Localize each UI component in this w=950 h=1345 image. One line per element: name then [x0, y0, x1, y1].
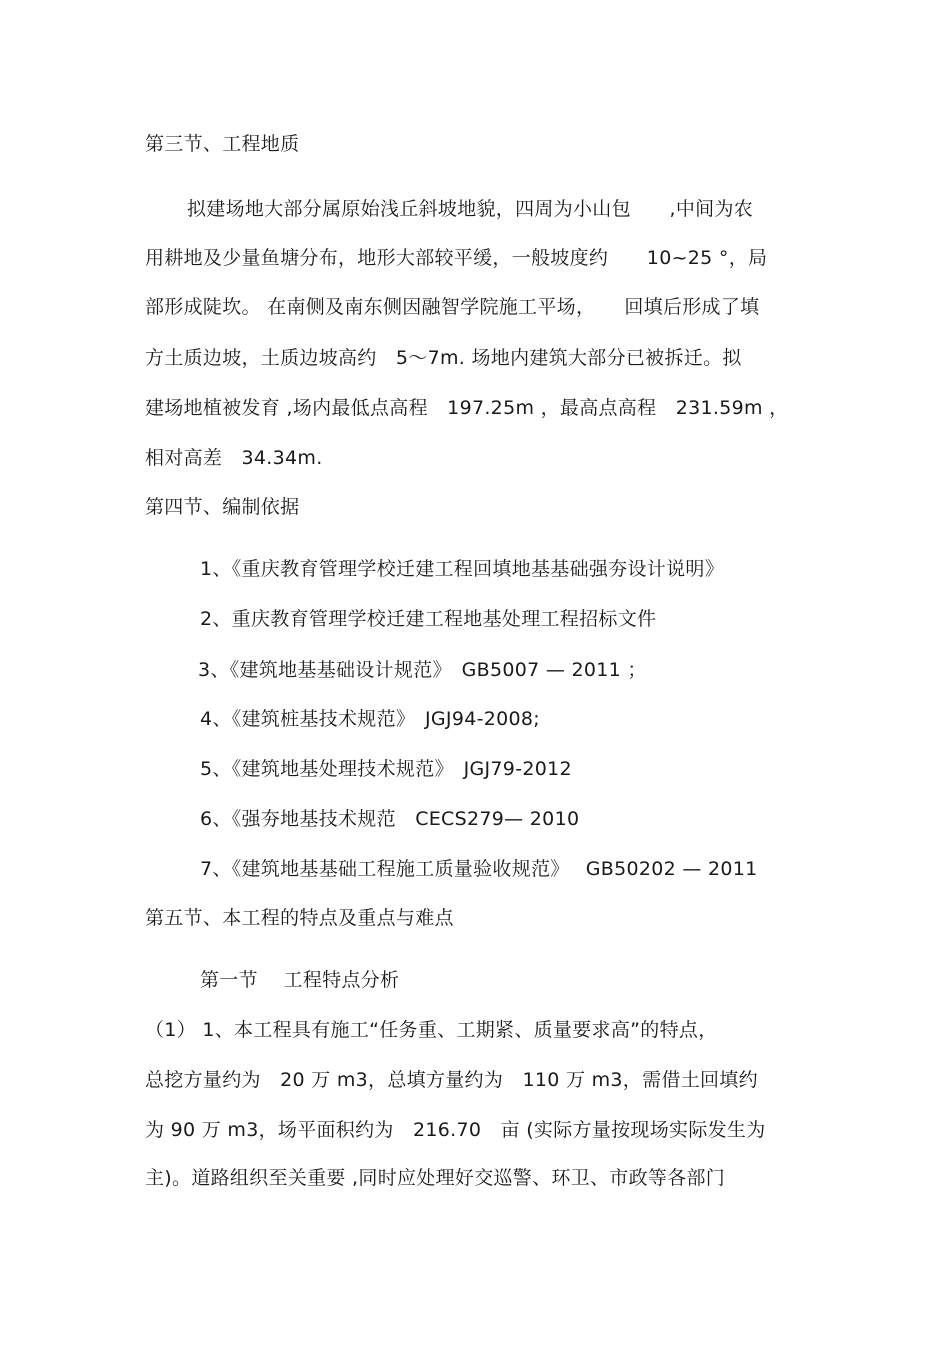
section-5-paragraph-line: （1） 1、本工程具有施工“任务重、工期紧、质量要求高”的特点，: [145, 1019, 718, 1041]
section-5-subheading: 第一节 工程特点分析: [200, 969, 400, 991]
section-3-paragraph-line: 建场地植被发育 ,场内最低点高程 197.25m ，最高点高程 231.59m ，: [145, 397, 789, 419]
basis-list-item: 7、《建筑地基基础工程施工质量验收规范》 GB50202 — 2011: [200, 858, 758, 880]
basis-list-item: 5、《建筑地基处理技术规范》 JGJ79-2012: [200, 758, 572, 780]
section-4-heading: 第四节、编制依据: [145, 496, 300, 518]
basis-list-item: 1、《重庆教育管理学校迁建工程回填地基基础强夯设计说明》: [200, 558, 724, 580]
basis-list-item: 6、《强夯地基技术规范 CECS279— 2010: [200, 808, 580, 830]
section-5-paragraph-line: 主)。道路组织至关重要 ,同时应处理好交巡警、环卫、市政等各部门: [145, 1167, 726, 1189]
section-3-paragraph-line: 用耕地及少量鱼塘分布，地形大部较平缓，一般坡度约 10~25 °，局: [145, 247, 768, 269]
section-5-heading: 第五节、本工程的特点及重点与难点: [145, 907, 454, 929]
section-5-paragraph-line: 为 90 万 m3，场平面积约为 216.70 亩 (实际方量按现场实际发生为: [145, 1119, 766, 1141]
section-3-paragraph-line: 拟建场地大部分属原始浅丘斜坡地貌，四周为小山包 ,中间为农: [187, 198, 754, 220]
basis-list-item: 4、《建筑桩基技术规范》 JGJ94-2008;: [200, 708, 541, 730]
section-3-paragraph-line: 相对高差 34.34m.: [145, 447, 323, 469]
section-5-paragraph-line: 总挖方量约为 20 万 m3，总填方量约为 110 万 m3，需借土回填约: [145, 1069, 758, 1091]
section-3-heading: 第三节、工程地质: [145, 133, 300, 155]
section-3-paragraph-line: 方土质边坡，土质边坡高约 5～7m. 场地内建筑大部分已被拆迁。拟: [145, 347, 742, 369]
basis-list-item: 3、《建筑地基基础设计规范》 GB5007 — 2011 ；: [198, 659, 647, 681]
section-3-paragraph-line: 部形成陡坎。 在南侧及南东侧因融智学院施工平场， 回填后形成了填: [145, 296, 760, 318]
basis-list-item: 2、重庆教育管理学校迁建工程地基处理工程招标文件: [200, 608, 657, 630]
